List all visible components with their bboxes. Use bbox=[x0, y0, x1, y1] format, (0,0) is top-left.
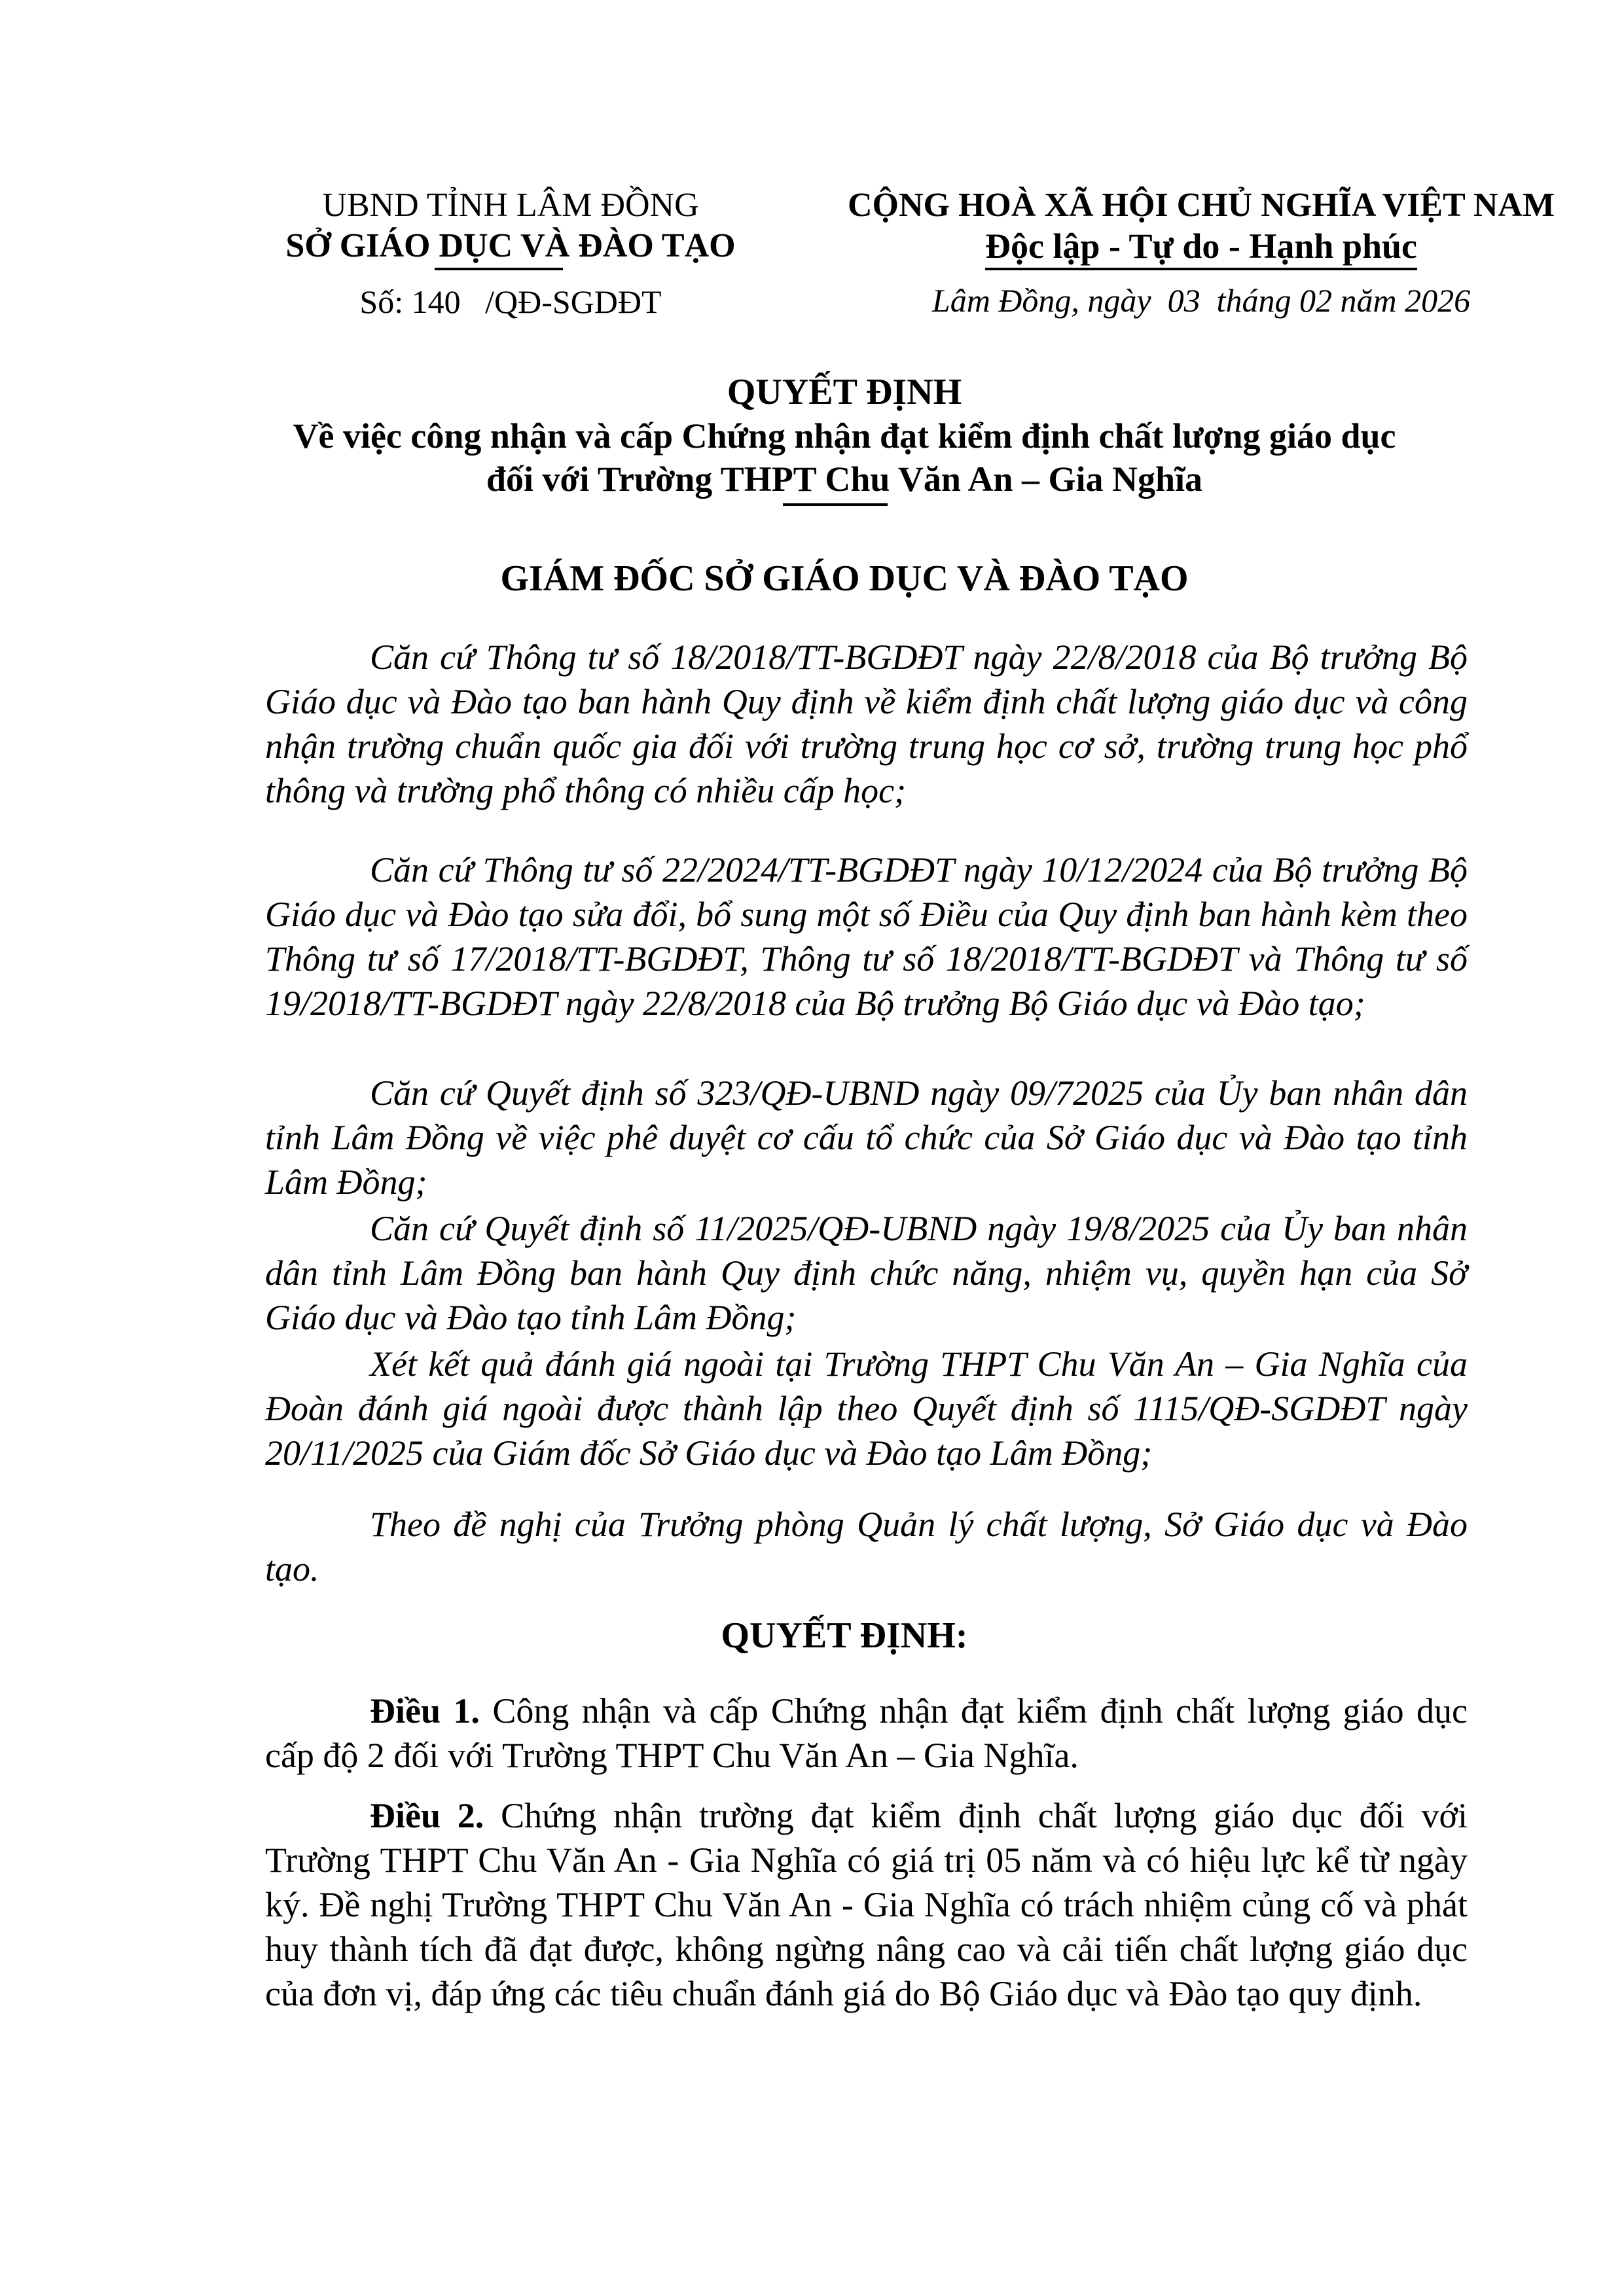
document-subject-line-1: Về việc công nhận và cấp Chứng nhận đạt kiểm định chất lượng giáo dục bbox=[293, 416, 1396, 456]
document-title: QUYẾT ĐỊNH bbox=[727, 372, 962, 412]
department-name: SỞ GIÁO DỤC VÀ ĐÀO TẠO bbox=[285, 227, 736, 264]
article-label: Điều 1. bbox=[370, 1691, 480, 1731]
article-1 bbox=[265, 1689, 1468, 1778]
nation-name: CỘNG HOÀ XÃ HỘI CHỦ NGHĨA VIỆT NAM bbox=[847, 187, 1555, 224]
article-2 bbox=[265, 1793, 1468, 2016]
national-motto: Độc lập - Tự do - Hạnh phúc bbox=[985, 226, 1417, 270]
decision-heading: QUYẾT ĐỊNH: bbox=[721, 1615, 968, 1656]
issuer-title: GIÁM ĐỐC SỞ GIÁO DỤC VÀ ĐÀO TẠO bbox=[500, 558, 1189, 599]
department-underline bbox=[435, 268, 563, 270]
preamble-paragraph: Xét kết quả đánh giá ngoài tại Trường THPT Chu Văn An – Gia Nghĩa của Đoàn đánh giá ngoài được thành lập theo Quyết định số 1115/QĐ-SGDĐT ngày 20/11/2025 của Giám đốc Sở Giáo dục và Đào tạo Lâm Đồng; bbox=[265, 1344, 1468, 1473]
header-issuing-authority bbox=[216, 185, 805, 321]
title-underline bbox=[783, 503, 888, 506]
preamble-paragraph: Căn cứ Quyết định số 323/QĐ-UBND ngày 09/72025 của Ủy ban nhân dân tỉnh Lâm Đồng về việc phê duyệt cơ cấu tổ chức của Sở Giáo dục và Đào tạo tỉnh Lâm Đồng; bbox=[265, 1073, 1468, 1202]
article-label: Điều 2. bbox=[370, 1796, 484, 1835]
document-subject-line-2: đối với Trường THPT Chu Văn An – Gia Nghĩa bbox=[486, 459, 1203, 499]
preamble-paragraph: Căn cứ Quyết định số 11/2025/QĐ-UBND ngày 19/8/2025 của Ủy ban nhân dân tỉnh Lâm Đồng ban hành Quy định chức năng, nhiệm vụ, quyền hạn của Sở Giáo dục và Đào tạo tỉnh Lâm Đồng; bbox=[265, 1209, 1468, 1337]
place-and-date: Lâm Đồng, ngày 03 tháng 02 năm 2026 bbox=[931, 282, 1471, 319]
article-text: Công nhận và cấp Chứng nhận đạt kiểm định chất lượng giáo dục cấp độ 2 đối với Trường THPT Chu Văn An – Gia Nghĩa. bbox=[265, 1691, 1468, 1775]
article-text: Chứng nhận trường đạt kiểm định chất lượng giáo dục đối với Trường THPT Chu Văn An - Gia Nghĩa có giá trị 05 năm và có hiệu lực kể từ ngày ký. Đề nghị Trường THPT Chu Văn An - Gia Nghĩa có trách nhiệm củng cố và phát huy thành tích đã đạt được, không ngừng nâng cao và cải tiến chất lượng giáo dục của đơn vị, đáp ứng các tiêu chuẩn đánh giá do Bộ Giáo dục và Đào tạo quy định. bbox=[265, 1796, 1468, 2013]
preamble-paragraph: Căn cứ Thông tư số 22/2024/TT-BGDĐT ngày 10/12/2024 của Bộ trưởng Bộ Giáo dục và Đào tạo sửa đổi, bổ sung một số Điều của Quy định ban hành kèm theo Thông tư số 17/2018/TT-BGDĐT, Thông tư số 18/2018/TT-BGDĐT và Thông tư số 19/2018/TT-BGDĐT ngày 22/8/2018 của Bộ trưởng Bộ Giáo dục và Đào tạo; bbox=[265, 850, 1468, 1023]
preamble-paragraph: Theo đề nghị của Trưởng phòng Quản lý chất lượng, Sở Giáo dục và Đào tạo. bbox=[265, 1505, 1468, 1588]
document-number: Số: 140 /QĐ-SGDĐT bbox=[359, 283, 662, 320]
document-title-block bbox=[196, 370, 1492, 506]
authority-name: UBND TỈNH LÂM ĐỒNG bbox=[322, 187, 699, 224]
preamble-paragraph: Căn cứ Thông tư số 18/2018/TT-BGDĐT ngày 22/8/2018 của Bộ trưởng Bộ Giáo dục và Đào tạo ban hành Quy định về kiểm định chất lượng giáo dục và công nhận trường chuẩn quốc gia đối với trường trung học cơ sở, trường trung học phổ thông và trường phổ thông có nhiều cấp học; bbox=[265, 637, 1468, 810]
header-national-motto bbox=[799, 185, 1604, 320]
